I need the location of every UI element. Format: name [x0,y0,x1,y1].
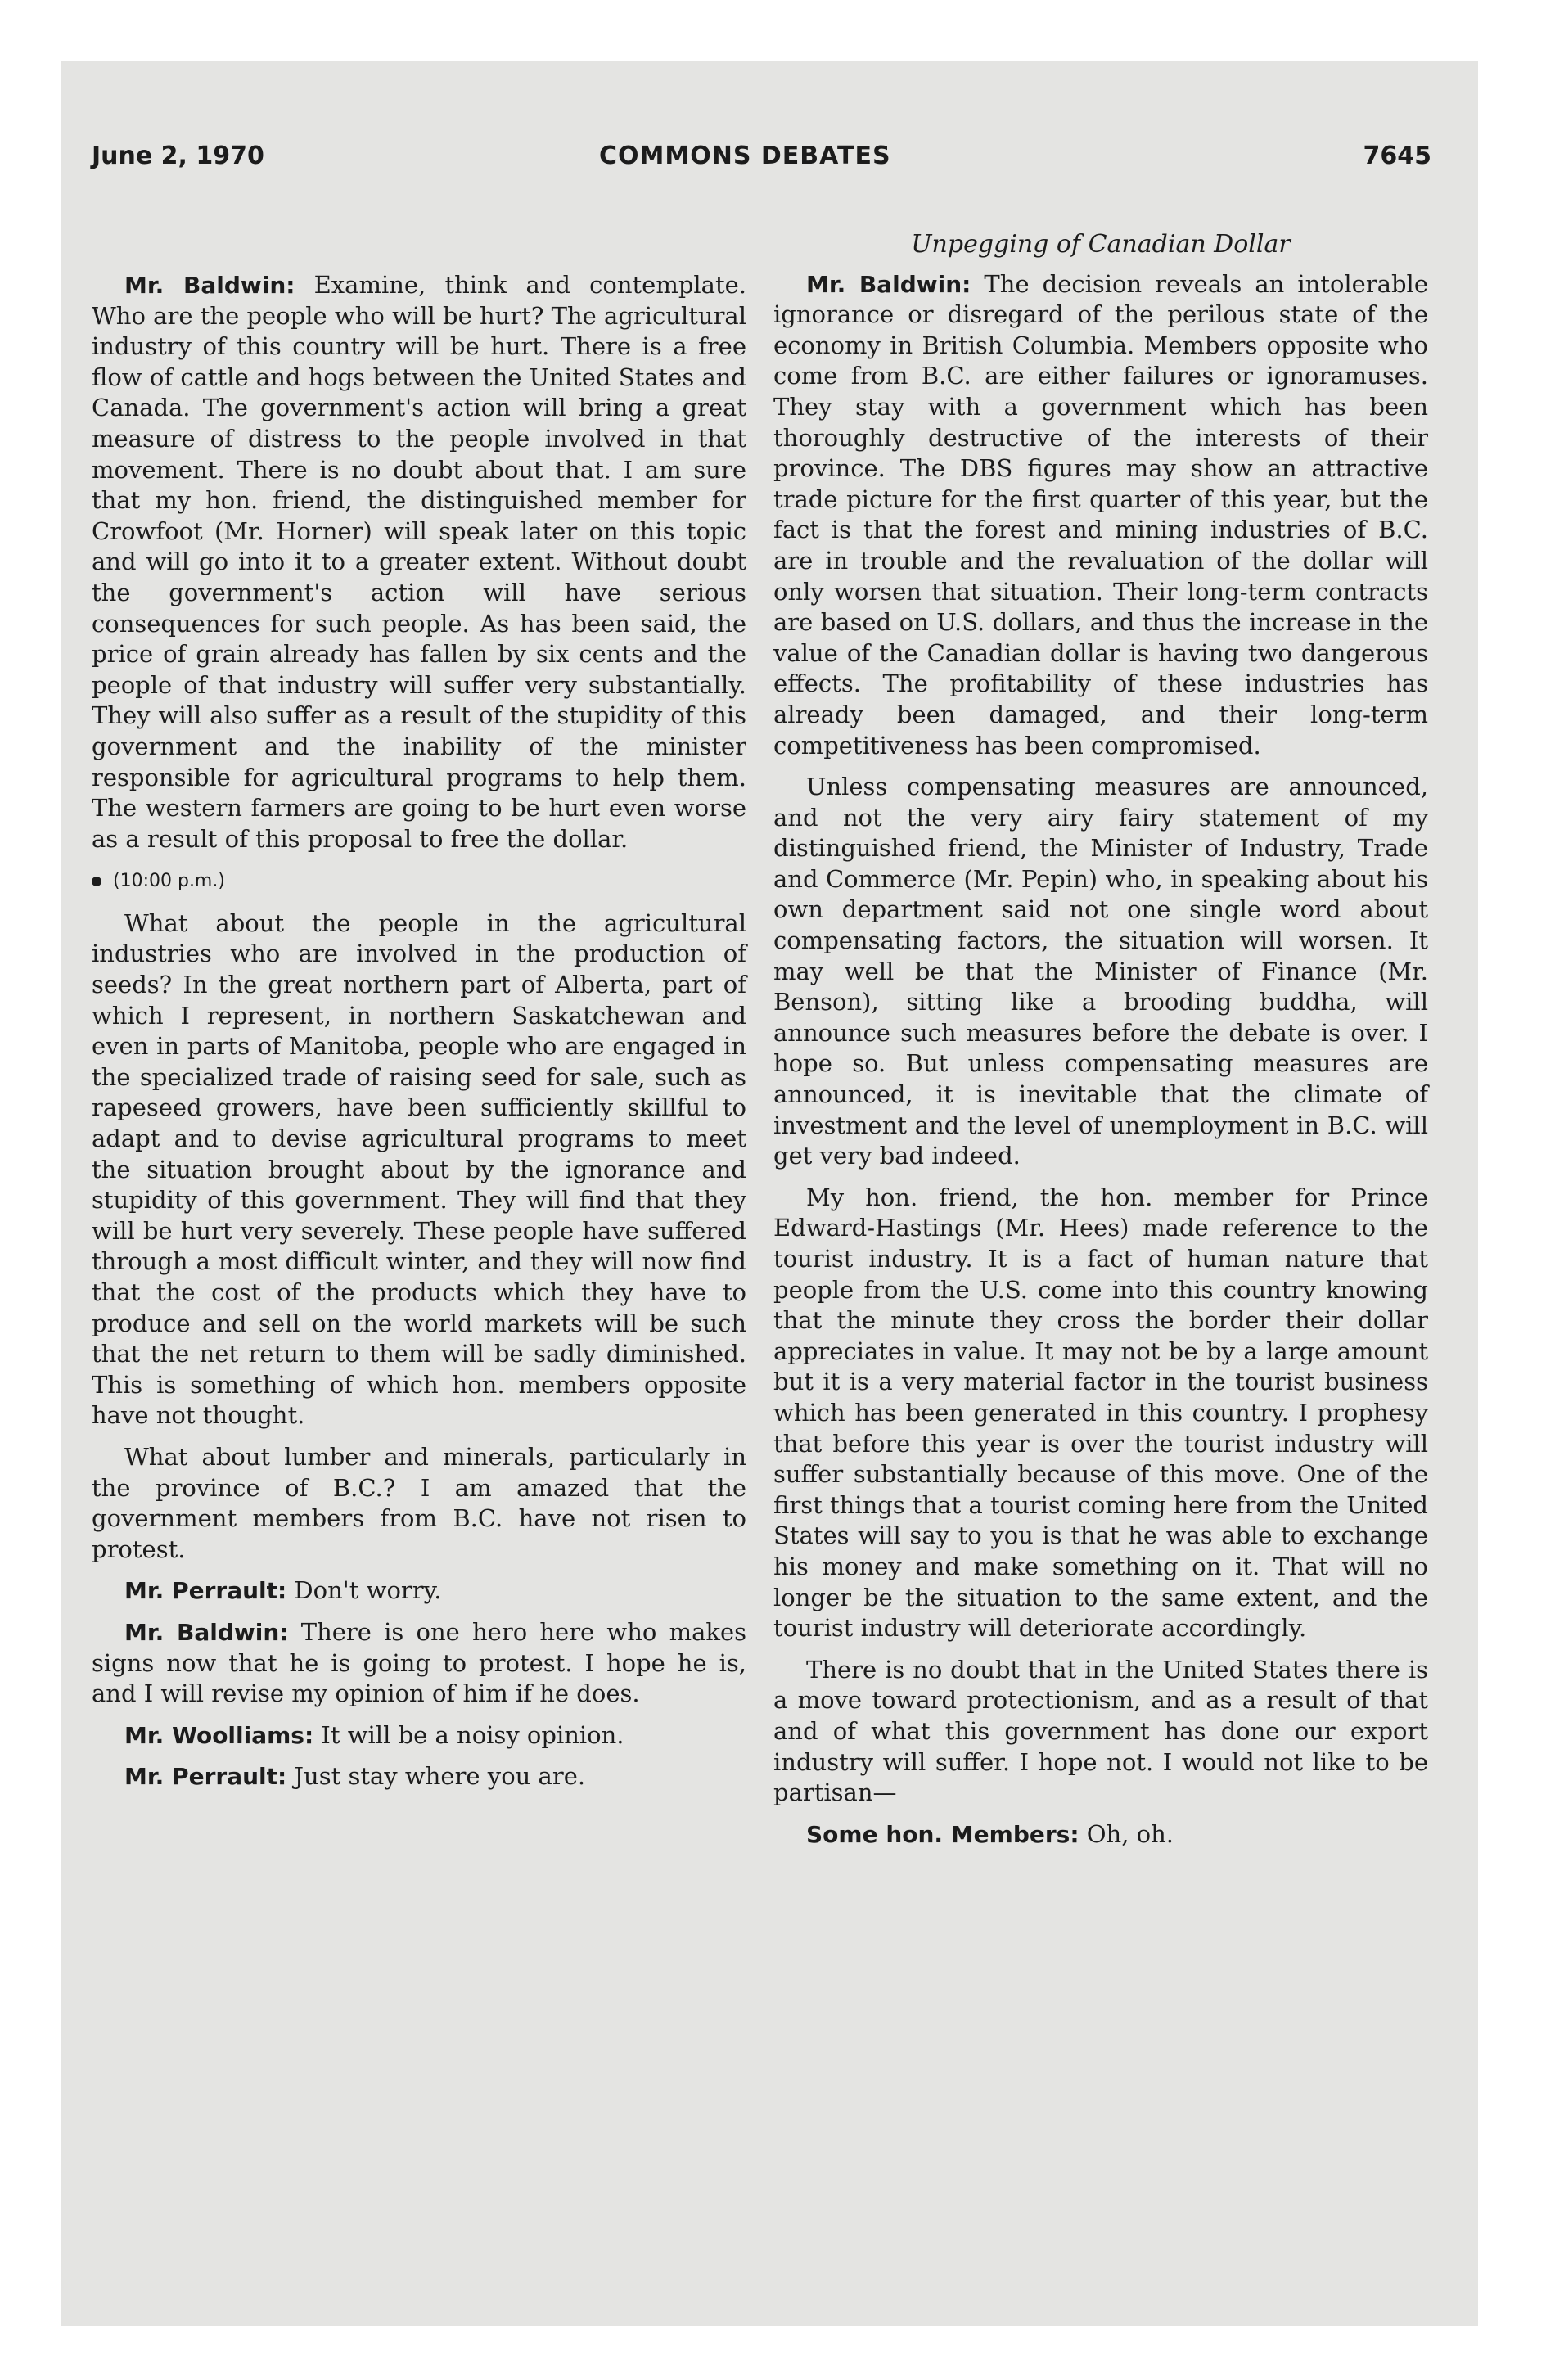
right-column [773,229,1428,1860]
speech-text: Oh, oh. [1079,1819,1174,1848]
speaker-name: Some hon. Members: [806,1820,1079,1848]
paragraph [92,1617,746,1710]
speech-text: It will be a noisy opinion. [313,1720,624,1749]
paragraph [92,270,746,854]
speech-text: There is one hero here who makes signs now that he is going to protest. I hope he is, and I will revise my opinion of him if he does. [92,1617,746,1708]
header-date: June 2, 1970 [92,142,264,170]
page-header [92,142,1431,183]
paragraph: What about lumber and minerals, particularly in the province of B.C.? I am amazed that the government members from B.C. have not risen to protest. [92,1442,746,1563]
left-column [92,270,746,1803]
section-subheading: Unpegging of Canadian Dollar [911,230,1291,259]
paragraph [92,1720,746,1751]
speech-text: The decision reveals an intolerable ignorance or disregard of the perilous state of the economy in British Columbia. Members opposite who come from B.C. are either failures or ignoramuses. They stay with a government which has been thoroughly destructive of the interests of their province. The DBS figures may show an attractive trade picture for the first quarter of this year, but the fact is that the forest and mining industries of B.C. are in trouble and the revaluation of the dollar will only worsen that situation. Their long-term contracts are based on U.S. dollars, and thus the increase in the value of the Canadian dollar is having two dangerous effects. The profitability of these industries has already been damaged, and their long-term competitiveness has been compromised. [773,269,1428,760]
speaker-name: Mr. Woolliams: [124,1721,314,1749]
speaker-name: Mr. Baldwin: [806,270,971,298]
header-title: COMMONS DEBATES [599,142,891,170]
speech-text: Just stay where you are. [286,1762,586,1791]
bullet-icon [92,877,101,886]
paragraph: Unless compensating measures are announced, and not the very airy fairy statement of my distinguished friend, the Minister of Industry, Trade and Commerce (Mr. Pepin) who, in speaking about his own department said not one single word about compensating factors, the situation will worsen. It may well be that the Minister of Finance (Mr. Benson), sitting like a brooding buddha, will announce such measures before the debate is over. I hope so. But unless compensating measures are announced, it is inevitable that the climate of investment and the level of unemployment in B.C. will get very bad indeed. [773,773,1428,1170]
speaker-name: Mr. Perrault: [124,1577,287,1605]
paragraph [92,1761,746,1792]
speaker-name: Mr. Baldwin: [124,1618,289,1646]
speaker-name: Mr. Perrault: [124,1763,287,1791]
paragraph: My hon. friend, the hon. member for Prince Edward-Hastings (Mr. Hees) made reference to the tourist industry. It is a fact of human nature that people from the U.S. come into this country knowing that the minute they cross the border their dollar appreciates in value. It may not be by a large amount but it is a very material factor in the tourist business which has been generated in this country. I prophesy that before this year is over the tourist industry will suffer substantially because of this move. One of the first things that a tourist coming here from the United States will say to you is that he was able to exchange his money and make something on it. That will no longer be the situation to the same extent, and the tourist industry will deteriorate accordingly. [773,1183,1428,1643]
paragraph: There is no doubt that in the United States there is a move toward protectionism, and as a result of that and of what this government has done our export industry will suffer. I hope not. I would not like to be partisan— [773,1655,1428,1807]
paragraph [773,1819,1428,1850]
page-number: 7645 [1363,142,1431,170]
speech-text: Don't worry. [286,1576,442,1605]
paragraph: What about the people in the agricultural industries who are involved in the production of seeds? In the great northern part of Alberta, part of which I represent, in northern Saskatchewan and even in parts of Manitoba, people who are engaged in the specialized trade of raising seed for sale, such as rapeseed growers, have been sufficiently skillful to adapt and to devise agricultural programs to meet the situation brought about by the ignorance and stupidity of this government. They will find that they will be hurt very severely. These people have suffered through a most difficult winter, and they will now find that the cost of the products which they have to produce and sell on the world markets will be such that the net return to them will be sadly diminished. This is something of which hon. members opposite have not thought. [92,908,746,1430]
speaker-name: Mr. Baldwin: [124,272,295,299]
paragraph [773,269,1428,762]
paragraph [92,1575,746,1607]
speech-text: Examine, think and contemplate. Who are the people who will be hurt? The agricultural industry of this country will be hurt. There is a free flow of cattle and hogs between the United States and Canada. The government's action will bring a great measure of distress to the people involved in that movement. There is no doubt about that. I am sure that my hon. friend, the distinguished member for Crowfoot (Mr. Horner) will speak later on this topic and will go into it to a greater extent. Without doubt the government's action will have serious consequences for such people. As has been said, the price of grain already has fallen by six cents and the people of that industry will suffer very substantially. They will also suffer as a result of the stupidity of this government and the inability of the minister responsible for agricultural programs to help them. The western farmers are going to be hurt even worse as a result of this proposal to free the dollar. [92,271,746,853]
timestamp [92,866,746,897]
timestamp-text: (10:00 p.m.) [113,871,225,892]
